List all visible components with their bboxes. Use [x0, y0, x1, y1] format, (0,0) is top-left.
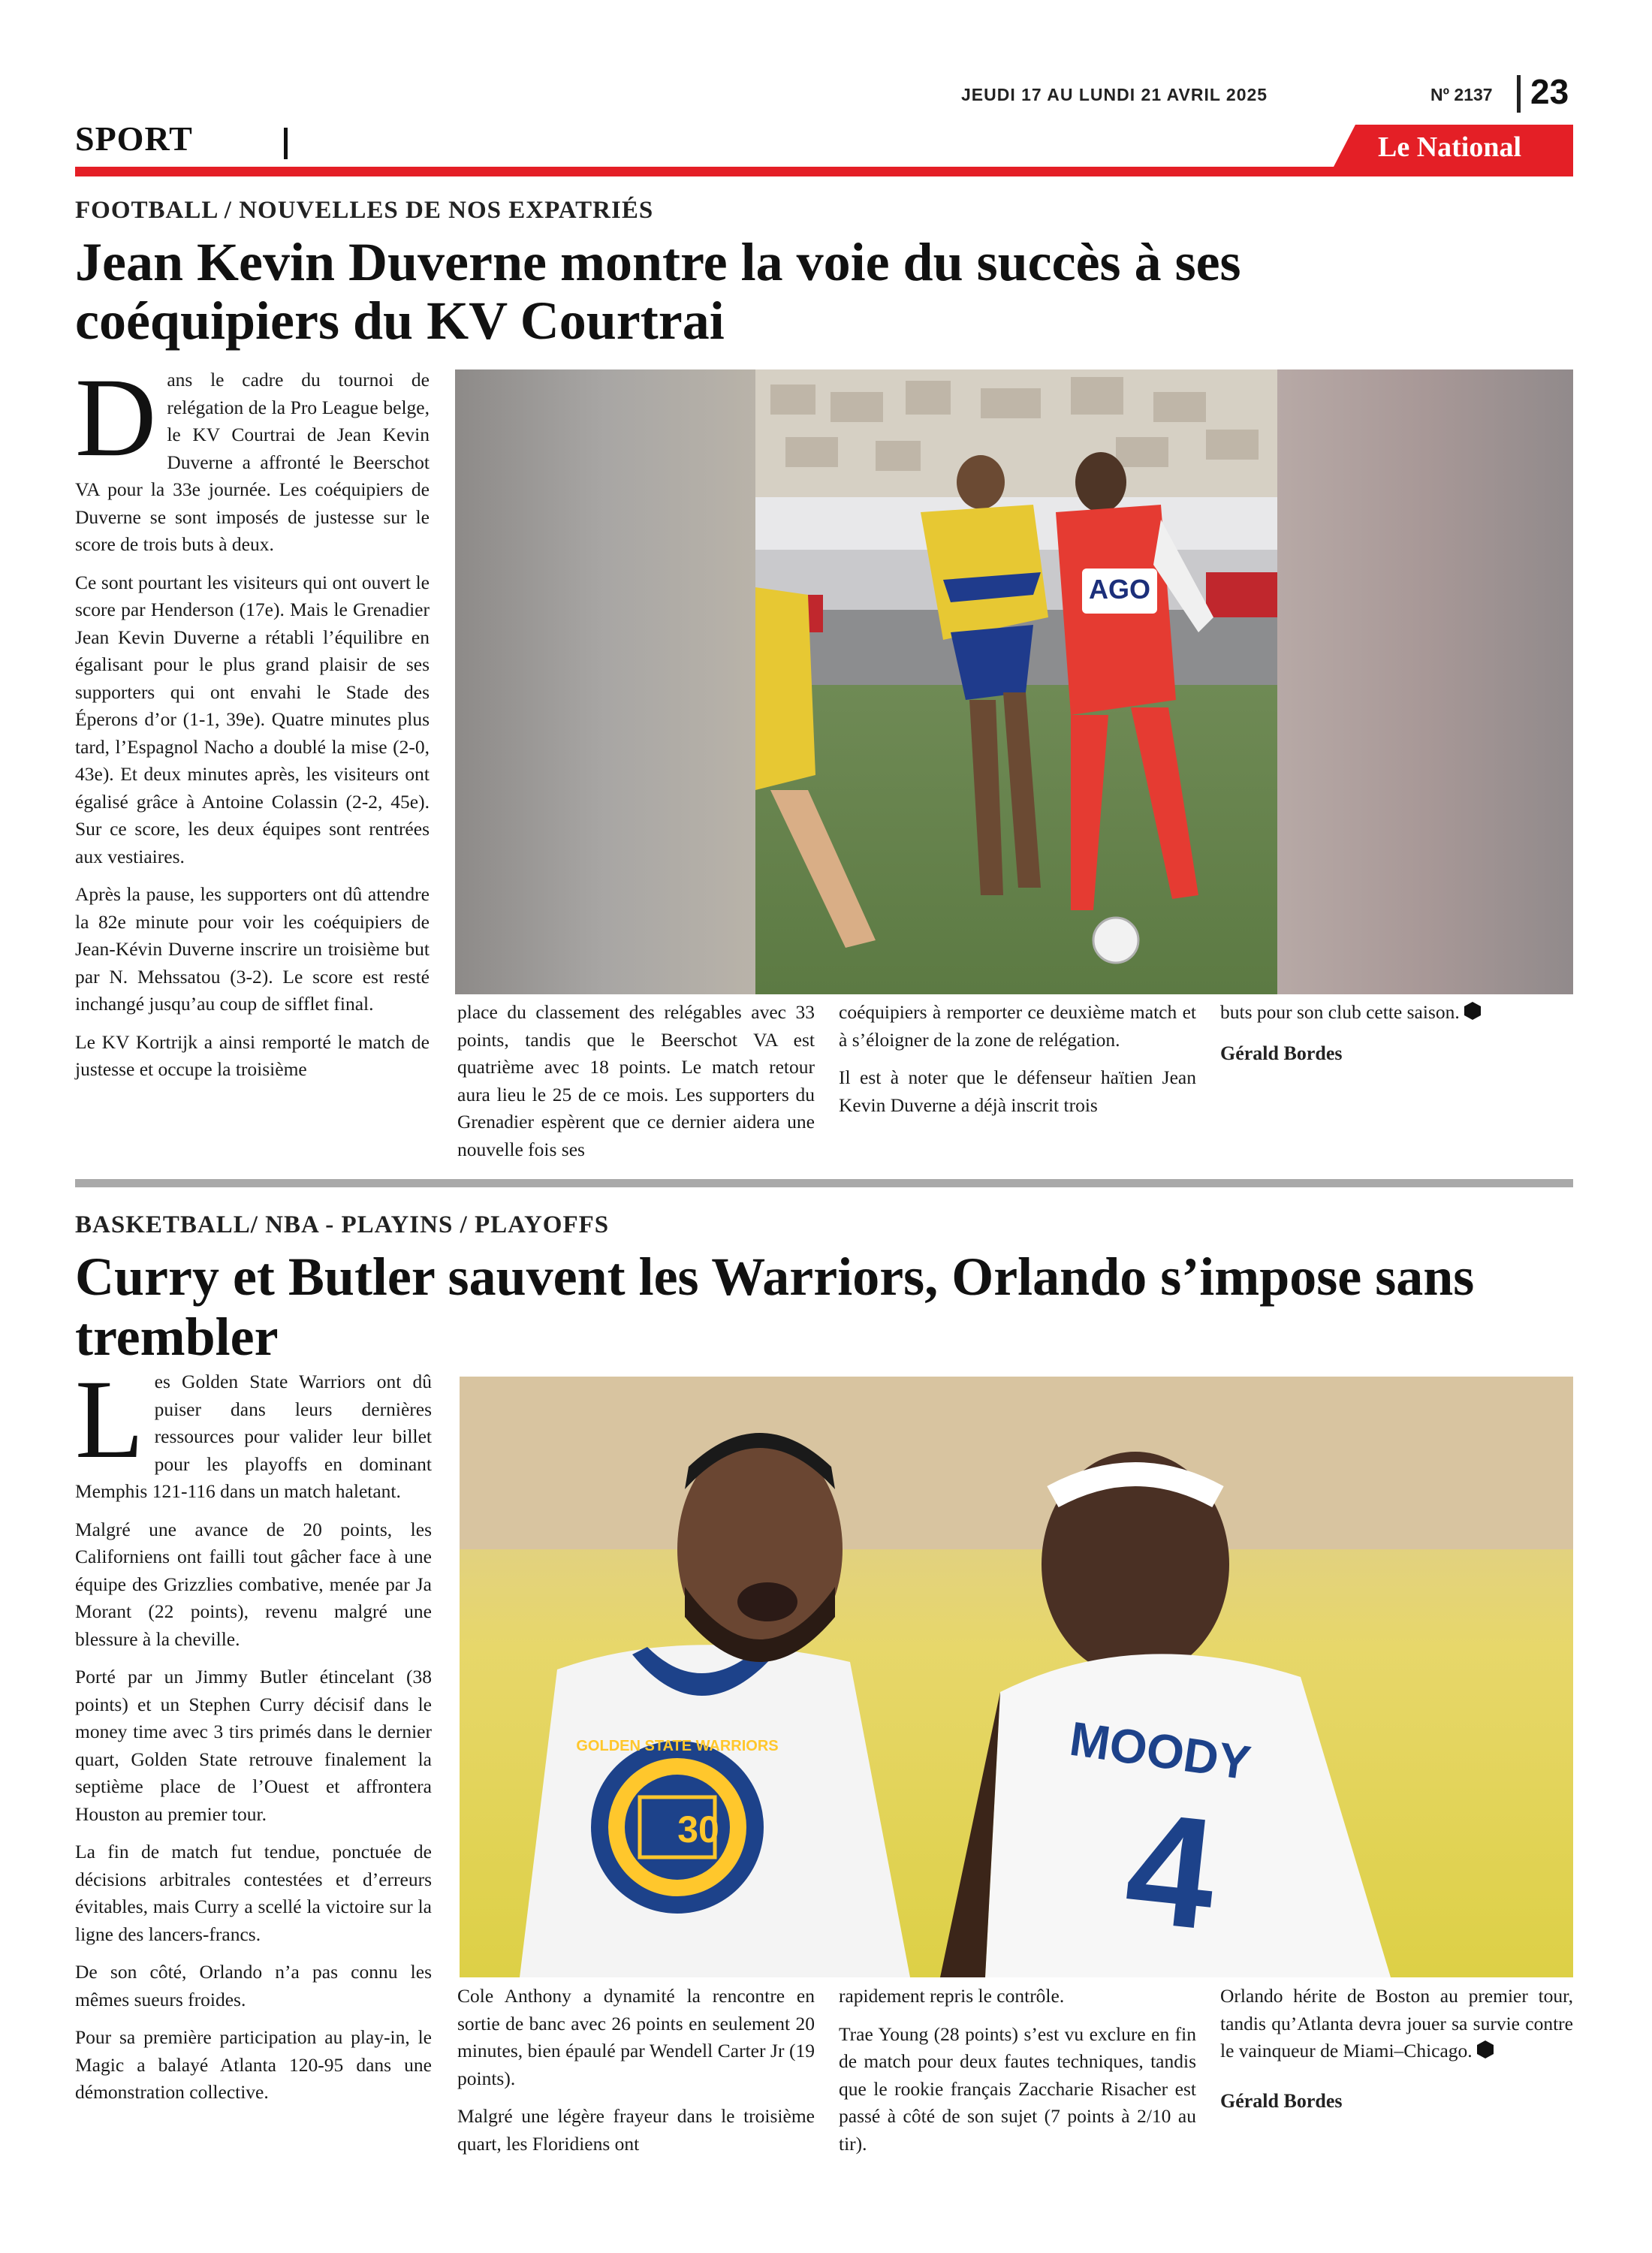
article1-paragraph: Ce sont pourtant les visiteurs qui ont ouvert le score par Henderson (17e). Mais le Grenadier Jean Kevin Duverne a rétabli l’équilibre en égalisant pour le plus grand plaisir de ses supporters qui ont envahi le Stade des Éperons d’or (1-1, 39e). Quatre minutes plus tard, l’Espagnol Nacho a doublé la mise (2-0, 43e). Et deux minutes après, les visiteurs ont égalisé grâce à Antoine Colassin (2-2, 45e). Sur ce score, les deux équipes sont rentrées aux vestiaires. — [75, 571, 430, 867]
article2-paragraph: Cole Anthony a dynamité la rencontre en sortie de banc avec 26 points en seulement 20 minutes, bien épaulé par Wendell Carter Jr (19 points). — [457, 1985, 815, 2089]
article2-closing-text: Orlando hérite de Boston au premier tour, tandis qu’Atlanta devra jouer sa survie contre le vainqueur de Miami–Chicago. — [1220, 1985, 1573, 2061]
end-of-article-icon — [1476, 2040, 1495, 2059]
header-rule — [75, 167, 1573, 176]
article1-paragraph: Le KV Kortrijk a ainsi remporté le match de justesse et occupe la troisième — [75, 1030, 430, 1080]
article1-kicker: FOOTBALL / NOUVELLES DE NOS EXPATRIÉS — [75, 197, 654, 224]
article1-headline: Jean Kevin Duverne montre la voie du succès à ses coéquipiers du KV Courtrai — [75, 232, 1241, 351]
article2-column-3 — [839, 1983, 1196, 2168]
section-title: SPORT — [75, 119, 193, 158]
article1-column-2 — [457, 999, 815, 1174]
football-photo — [455, 369, 1573, 994]
page-number: 23 — [1530, 72, 1569, 111]
issue-number: Nº 2137 — [1430, 85, 1493, 104]
end-of-article-icon — [1463, 1001, 1482, 1021]
article2-paragraph: La fin de match fut tendue, ponctuée de décisions arbitrales contestées et d’erreurs évitables, mais Curry a scellé la victoire sur la ligne des lancers-francs. — [75, 1841, 432, 1945]
brand-tab — [1333, 125, 1573, 168]
article-separator — [75, 1179, 1573, 1187]
article1-paragraph: Après la pause, les supporters ont dû attendre la 82e minute pour voir les coéquipiers de Jean-Kévin Duverne inscrire un troisième but par N. Mehssatou (3-2). Le score est resté inchangé jusqu’au coup de sifflet final. — [75, 883, 430, 1015]
article2-kicker: BASKETBALL/ NBA - PLAYINS / PLAYOFFS — [75, 1211, 610, 1238]
brand-name: Le National — [1378, 131, 1522, 163]
article1-author: Gérald Bordes — [1220, 1042, 1343, 1064]
article1-column-1 — [75, 355, 430, 1094]
issue-date: JEUDI 17 AU LUNDI 21 AVRIL 2025 — [961, 85, 1268, 104]
article1-paragraph — [1220, 999, 1573, 1027]
jersey-team-text: GOLDEN STATE WARRIORS — [576, 1738, 779, 1754]
page-number-divider — [1517, 75, 1521, 113]
article2-column-1 — [75, 1357, 432, 2117]
article2-paragraph: Pour sa première participation au play-in, le Magic a balayé Atlanta 120-95 dans une démonstration collective. — [75, 2026, 432, 2103]
section-divider — [284, 128, 288, 159]
article2-paragraph — [1220, 1983, 1573, 2065]
article2-paragraph: Malgré une avance de 20 points, les Californiens ont failli tout gâcher face à une équipe des Grizzlies combative, menée par Ja Morant (22 points), revenu malgré une blessure à la cheville. — [75, 1518, 432, 1650]
article1-paragraph: ans le cadre du tournoi de relégation de la Pro League belge, le KV Courtrai de Jean Kevin Duverne a affronté le Beerschot VA pour la 33e journée. Les coéquipiers de Duverne se sont imposés de justesse sur le score de trois buts à deux. — [75, 369, 430, 555]
article1-column-3 — [839, 999, 1196, 1130]
jersey-number-back: 4 — [1118, 1778, 1224, 1963]
article1-paragraph: coéquipiers à remporter ce deuxième match et à s’éloigner de la zone de relégation. — [839, 1001, 1196, 1051]
article2-headline: Curry et Butler sauvent les Warriors, Orlando s’impose sans trembler — [75, 1247, 1475, 1367]
article2-paragraph: De son côté, Orlando n’a pas connu les mêmes sueurs froides. — [75, 1961, 432, 2010]
article2-dropcap: L — [75, 1357, 144, 1482]
jersey-name-back: MOODY — [1066, 1711, 1254, 1790]
football-ball — [1093, 918, 1138, 963]
basketball-photo — [460, 1377, 1573, 1977]
article2-column-2 — [457, 1983, 815, 2168]
article1-dropcap: D — [75, 355, 157, 480]
article2-paragraph: Porté par un Jimmy Butler étincelant (38 points) et un Stephen Curry décisif dans le money time avec 3 tirs primés dans le dernier quart, Golden State retrouve finalement la septième place de l’Ouest et affrontera Houston au premier tour. — [75, 1666, 432, 1825]
article2-author: Gérald Bordes — [1220, 2089, 1343, 2112]
article2-paragraph: es Golden State Warriors ont dû puiser dans leurs dernières ressources pour valider leur billet pour les playoffs en dominant Memphis 121-116 dans un match haletant. — [75, 1371, 432, 1502]
article2-paragraph: Malgré une légère frayeur dans le troisième quart, les Floridiens ont — [457, 2105, 815, 2155]
article1-column-4 — [1220, 999, 1573, 1067]
article1-closing-text: buts pour son club cette saison. — [1220, 1001, 1460, 1023]
article2-paragraph: Trae Young (28 points) s’est vu exclure en fin de match pour deux fautes techniques, tandis que le rookie français Zaccharie Risacher est passé à côté de son sujet (7 points à 2/10 au tir). — [839, 2022, 1196, 2155]
article1-paragraph: Il est à noter que le défenseur haïtien Jean Kevin Duverne a déjà inscrit trois — [839, 1066, 1196, 1116]
article2-column-4 — [1220, 1983, 1573, 2115]
article1-paragraph: place du classement des relégables avec 33 points, tandis que le Beerschot VA est quatrième avec 18 points. Le match retour aura lieu le 25 de ce mois. Les supporters du Grenadier espèrent que ce dernier aidera une nouvelle fois ses — [457, 1001, 815, 1160]
sponsor-logo: AGO — [1088, 574, 1151, 605]
jersey-number-front: 30 — [677, 1808, 719, 1850]
article2-paragraph: rapidement repris le contrôle. — [839, 1985, 1065, 2007]
